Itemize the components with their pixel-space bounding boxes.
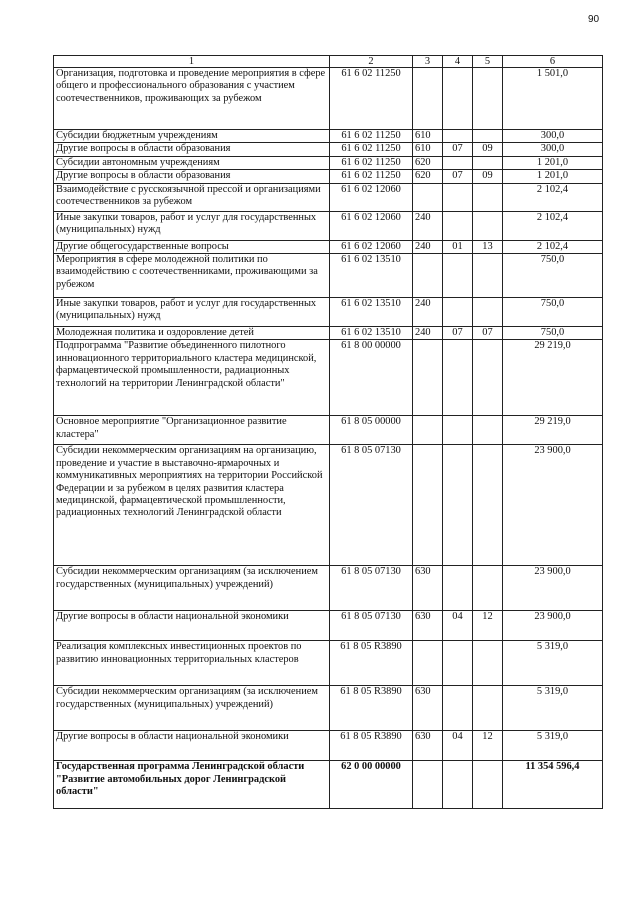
expense-type bbox=[413, 183, 443, 211]
target-code: 61 6 02 11250 bbox=[330, 130, 413, 143]
amount: 2 102,4 bbox=[503, 240, 603, 253]
item-name: Взаимодействие с русскоязычной прессой и организациями соотечественников за рубежом bbox=[54, 183, 330, 211]
section bbox=[443, 254, 473, 298]
table-row bbox=[54, 566, 603, 611]
target-code: 62 0 00 00000 bbox=[330, 761, 413, 809]
subsection bbox=[473, 566, 503, 611]
expense-type bbox=[413, 641, 443, 686]
target-code: 61 6 02 13510 bbox=[330, 298, 413, 327]
amount: 1 201,0 bbox=[503, 170, 603, 183]
expense-type: 240 bbox=[413, 298, 443, 327]
subsection: 07 bbox=[473, 327, 503, 340]
amount: 750,0 bbox=[503, 298, 603, 327]
table-row bbox=[54, 416, 603, 445]
subsection bbox=[473, 445, 503, 566]
section bbox=[443, 686, 473, 731]
header-cell: 6 bbox=[503, 56, 603, 68]
item-name: Другие вопросы в области образования bbox=[54, 143, 330, 156]
expense-type bbox=[413, 68, 443, 130]
amount: 750,0 bbox=[503, 254, 603, 298]
table-row bbox=[54, 240, 603, 253]
section: 07 bbox=[443, 143, 473, 156]
target-code: 61 8 05 R3890 bbox=[330, 641, 413, 686]
item-name: Мероприятия в сфере молодежной политики по взаимодействию с соотечественниками, проживающими за рубежом bbox=[54, 254, 330, 298]
amount: 5 319,0 bbox=[503, 641, 603, 686]
target-code: 61 6 02 11250 bbox=[330, 170, 413, 183]
section: 07 bbox=[443, 327, 473, 340]
expense-type: 610 bbox=[413, 130, 443, 143]
table-row bbox=[54, 340, 603, 416]
expense-type bbox=[413, 445, 443, 566]
section bbox=[443, 566, 473, 611]
subsection bbox=[473, 254, 503, 298]
subsection bbox=[473, 686, 503, 731]
amount: 5 319,0 bbox=[503, 731, 603, 761]
amount: 1 201,0 bbox=[503, 156, 603, 169]
subsection: 09 bbox=[473, 143, 503, 156]
subsection: 12 bbox=[473, 731, 503, 761]
table-row bbox=[54, 686, 603, 731]
item-name: Другие общегосударственные вопросы bbox=[54, 240, 330, 253]
table-row bbox=[54, 183, 603, 211]
amount: 11 354 596,4 bbox=[503, 761, 603, 809]
table-row bbox=[54, 130, 603, 143]
table-row bbox=[54, 731, 603, 761]
subsection bbox=[473, 68, 503, 130]
amount: 5 319,0 bbox=[503, 686, 603, 731]
subsection bbox=[473, 183, 503, 211]
section bbox=[443, 130, 473, 143]
target-code: 61 8 05 00000 bbox=[330, 416, 413, 445]
target-code: 61 6 02 11250 bbox=[330, 143, 413, 156]
table-row bbox=[54, 68, 603, 130]
item-name: Молодежная политика и оздоровление детей bbox=[54, 327, 330, 340]
target-code: 61 8 05 07130 bbox=[330, 566, 413, 611]
section bbox=[443, 68, 473, 130]
table-row bbox=[54, 254, 603, 298]
table-row bbox=[54, 761, 603, 809]
expense-type bbox=[413, 761, 443, 809]
table-row bbox=[54, 327, 603, 340]
item-name: Другие вопросы в области национальной экономики bbox=[54, 731, 330, 761]
item-name: Субсидии некоммерческим организациям (за исключением государственных (муниципальных) учреждений) bbox=[54, 566, 330, 611]
target-code: 61 8 05 R3890 bbox=[330, 731, 413, 761]
target-code: 61 8 00 00000 bbox=[330, 340, 413, 416]
amount: 23 900,0 bbox=[503, 611, 603, 641]
table-header-row bbox=[54, 56, 603, 68]
amount: 23 900,0 bbox=[503, 445, 603, 566]
expense-type: 240 bbox=[413, 240, 443, 253]
amount: 750,0 bbox=[503, 327, 603, 340]
subsection bbox=[473, 761, 503, 809]
table-row bbox=[54, 143, 603, 156]
section bbox=[443, 416, 473, 445]
expense-type: 620 bbox=[413, 170, 443, 183]
subsection bbox=[473, 156, 503, 169]
item-name: Иные закупки товаров, работ и услуг для государственных (муниципальных) нужд bbox=[54, 298, 330, 327]
expense-type: 240 bbox=[413, 327, 443, 340]
section bbox=[443, 340, 473, 416]
expense-type: 610 bbox=[413, 143, 443, 156]
header-cell: 2 bbox=[330, 56, 413, 68]
table-row bbox=[54, 641, 603, 686]
subsection: 13 bbox=[473, 240, 503, 253]
header-cell: 1 bbox=[54, 56, 330, 68]
section: 04 bbox=[443, 611, 473, 641]
amount: 2 102,4 bbox=[503, 211, 603, 240]
subsection bbox=[473, 641, 503, 686]
section: 07 bbox=[443, 170, 473, 183]
table-row bbox=[54, 170, 603, 183]
expense-type: 240 bbox=[413, 211, 443, 240]
amount: 29 219,0 bbox=[503, 340, 603, 416]
section: 01 bbox=[443, 240, 473, 253]
expense-type bbox=[413, 254, 443, 298]
subsection bbox=[473, 298, 503, 327]
section bbox=[443, 183, 473, 211]
subsection bbox=[473, 340, 503, 416]
amount: 1 501,0 bbox=[503, 68, 603, 130]
section bbox=[443, 298, 473, 327]
page-number: 90 bbox=[588, 14, 600, 25]
section: 04 bbox=[443, 731, 473, 761]
item-name: Реализация комплексных инвестиционных проектов по развитию инновационных территориальных кластеров bbox=[54, 641, 330, 686]
subsection: 12 bbox=[473, 611, 503, 641]
target-code: 61 6 02 13510 bbox=[330, 254, 413, 298]
expense-type: 630 bbox=[413, 731, 443, 761]
section bbox=[443, 641, 473, 686]
section bbox=[443, 761, 473, 809]
section bbox=[443, 445, 473, 566]
target-code: 61 8 05 07130 bbox=[330, 445, 413, 566]
table-row bbox=[54, 445, 603, 566]
target-code: 61 8 05 R3890 bbox=[330, 686, 413, 731]
target-code: 61 6 02 13510 bbox=[330, 327, 413, 340]
header-cell: 5 bbox=[473, 56, 503, 68]
subsection bbox=[473, 130, 503, 143]
item-name: Государственная программа Ленинградской области "Развитие автомобильных дорог Ленинградской области" bbox=[54, 761, 330, 809]
header-cell: 4 bbox=[443, 56, 473, 68]
item-name: Организация, подготовка и проведение мероприятия в сфере общего и профессионального образования с участием соотечественников, проживающих за рубежом bbox=[54, 68, 330, 130]
table-row bbox=[54, 298, 603, 327]
table-row bbox=[54, 156, 603, 169]
amount: 29 219,0 bbox=[503, 416, 603, 445]
target-code: 61 8 05 07130 bbox=[330, 611, 413, 641]
budget-table bbox=[53, 55, 603, 809]
subsection bbox=[473, 416, 503, 445]
section bbox=[443, 156, 473, 169]
target-code: 61 6 02 11250 bbox=[330, 156, 413, 169]
item-name: Другие вопросы в области образования bbox=[54, 170, 330, 183]
amount: 300,0 bbox=[503, 130, 603, 143]
section bbox=[443, 211, 473, 240]
target-code: 61 6 02 12060 bbox=[330, 183, 413, 211]
item-name: Субсидии некоммерческим организациям (за исключением государственных (муниципальных) учреждений) bbox=[54, 686, 330, 731]
item-name: Другие вопросы в области национальной экономики bbox=[54, 611, 330, 641]
item-name: Субсидии некоммерческим организациям на организацию, проведение и участие в выставочно-ярмарочных и коммуникативных мероприятиях на территории Российской Федерации и за рубежом в целях развития кластера медицинской, фармацевтической промышленности, радиационных технологий Ленинградской области bbox=[54, 445, 330, 566]
item-name: Иные закупки товаров, работ и услуг для государственных (муниципальных) нужд bbox=[54, 211, 330, 240]
subsection: 09 bbox=[473, 170, 503, 183]
expense-type: 630 bbox=[413, 611, 443, 641]
subsection bbox=[473, 211, 503, 240]
target-code: 61 6 02 11250 bbox=[330, 68, 413, 130]
item-name: Субсидии бюджетным учреждениям bbox=[54, 130, 330, 143]
table-row bbox=[54, 611, 603, 641]
item-name: Субсидии автономным учреждениям bbox=[54, 156, 330, 169]
header-cell: 3 bbox=[413, 56, 443, 68]
expense-type: 620 bbox=[413, 156, 443, 169]
table-row bbox=[54, 211, 603, 240]
amount: 23 900,0 bbox=[503, 566, 603, 611]
expense-type: 630 bbox=[413, 566, 443, 611]
target-code: 61 6 02 12060 bbox=[330, 211, 413, 240]
item-name: Основное мероприятие "Организационное развитие кластера" bbox=[54, 416, 330, 445]
target-code: 61 6 02 12060 bbox=[330, 240, 413, 253]
expense-type: 630 bbox=[413, 686, 443, 731]
amount: 2 102,4 bbox=[503, 183, 603, 211]
expense-type bbox=[413, 340, 443, 416]
expense-type bbox=[413, 416, 443, 445]
amount: 300,0 bbox=[503, 143, 603, 156]
item-name: Подпрограмма "Развитие объединенного пилотного инновационного территориального кластера медицинской, фармацевтической промышленности, радиационных технологий на территории Ленинградской области" bbox=[54, 340, 330, 416]
